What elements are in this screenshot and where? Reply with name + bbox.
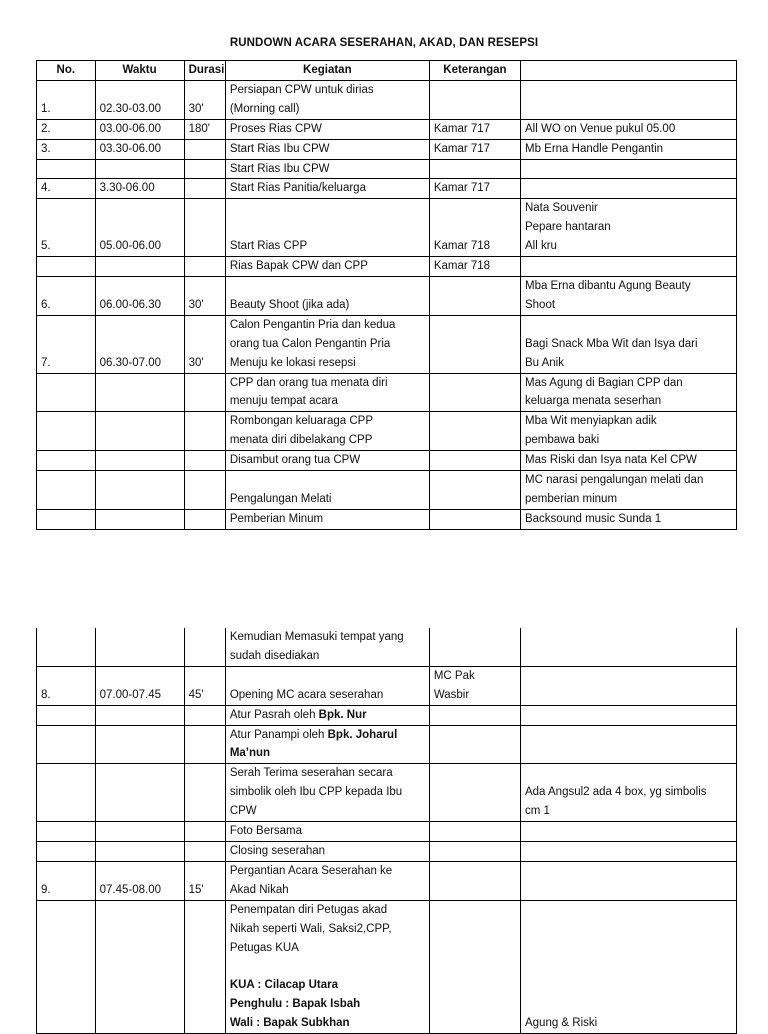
cell-kegiatan: Proses Rias CPW bbox=[225, 119, 429, 139]
document-title: RUNDOWN ACARA SESERAHAN, AKAD, DAN RESEPSI bbox=[229, 37, 539, 49]
cell-waktu bbox=[95, 628, 184, 666]
cell-waktu bbox=[95, 373, 184, 412]
cell-extra: Mba Wit menyiapkan adik pembawa baki bbox=[520, 412, 736, 451]
cell-keterangan bbox=[429, 628, 520, 666]
table-row bbox=[37, 628, 737, 666]
cell-waktu bbox=[95, 509, 184, 529]
cell-extra: Ada Angsul2 ada 4 box, yg simbolis cm 1 bbox=[520, 764, 736, 822]
cell-kegiatan: Pergantian Acara Seserahan ke Akad Nikah bbox=[225, 861, 429, 900]
cell-kegiatan: Rombongan keluaraga CPP menata diri dibelakang CPP bbox=[225, 412, 429, 451]
cell-waktu bbox=[95, 257, 184, 277]
cell-extra: MC narasi pengalungan melati dan pemberian minum bbox=[520, 471, 736, 510]
cell-waktu: 3.30-06.00 bbox=[95, 179, 184, 199]
cell-keterangan bbox=[429, 822, 520, 842]
cell-kegiatan: Start Rias Ibu CPW bbox=[225, 139, 429, 159]
wali-line: Wali : Bapak Subkhan bbox=[229, 1017, 350, 1030]
cell-no bbox=[37, 764, 96, 822]
cell-durasi bbox=[184, 725, 225, 764]
cell-waktu: 07.45-08.00 bbox=[95, 861, 184, 900]
penempatan-text: Penempatan diri Petugas akad Nikah seperti Wali, Saksi2,CPP, Petugas KUA bbox=[229, 903, 392, 954]
cell-extra: Nata Souvenir Pepare hantaran All kru bbox=[520, 199, 736, 257]
cell-no bbox=[37, 373, 96, 412]
cell-durasi: 180' bbox=[184, 119, 225, 139]
atur-pasrah-name: Bpk. Nur bbox=[318, 708, 367, 721]
cell-no bbox=[37, 471, 96, 510]
cell-waktu bbox=[95, 471, 184, 510]
cell-no bbox=[37, 509, 96, 529]
cell-no: 7. bbox=[37, 315, 96, 373]
table-row bbox=[37, 199, 737, 257]
table-row bbox=[37, 705, 737, 725]
cell-keterangan bbox=[429, 451, 520, 471]
cell-kegiatan: Calon Pengantin Pria dan kedua orang tua Calon Pengantin Pria Menuju ke lokasi resepsi bbox=[225, 315, 429, 373]
table-row bbox=[37, 412, 737, 451]
table-row bbox=[37, 451, 737, 471]
cell-durasi: 30' bbox=[184, 80, 225, 119]
cell-no bbox=[37, 451, 96, 471]
kua-line: KUA : Cilacap Utara bbox=[229, 979, 339, 992]
cell-keterangan bbox=[429, 725, 520, 764]
table-row bbox=[37, 315, 737, 373]
table-row bbox=[37, 725, 737, 764]
cell-extra: Mba Erna dibantu Agung Beauty Shoot bbox=[520, 276, 736, 315]
header-extra bbox=[520, 61, 736, 81]
cell-waktu bbox=[95, 822, 184, 842]
table-row bbox=[37, 509, 737, 529]
table-row bbox=[37, 822, 737, 842]
cell-extra bbox=[520, 257, 736, 277]
cell-waktu bbox=[95, 451, 184, 471]
cell-no: 1. bbox=[37, 80, 96, 119]
cell-waktu: 03.00-06.00 bbox=[95, 119, 184, 139]
cell-kegiatan: Start Rias CPP bbox=[225, 199, 429, 257]
cell-extra: Mb Erna Handle Pengantin bbox=[520, 139, 736, 159]
cell-no: 6. bbox=[37, 276, 96, 315]
cell-durasi bbox=[184, 199, 225, 257]
header-keterangan: Keterangan bbox=[429, 61, 520, 81]
cell-durasi: 30' bbox=[184, 276, 225, 315]
cell-no bbox=[37, 725, 96, 764]
cell-durasi bbox=[184, 257, 225, 277]
cell-durasi bbox=[184, 139, 225, 159]
cell-kegiatan: Pemberian Minum bbox=[225, 509, 429, 529]
cell-keterangan bbox=[429, 276, 520, 315]
cell-durasi bbox=[184, 412, 225, 451]
cell-no: 8. bbox=[37, 666, 96, 705]
cell-no bbox=[37, 412, 96, 451]
page-1-rows bbox=[37, 80, 737, 529]
cell-waktu bbox=[95, 764, 184, 822]
header-no: No. bbox=[37, 61, 96, 81]
cell-extra: Backsound music Sunda 1 bbox=[520, 509, 736, 529]
cell-no: 2. bbox=[37, 119, 96, 139]
cell-keterangan bbox=[429, 412, 520, 451]
cell-extra: All WO on Venue pukul 05.00 bbox=[520, 119, 736, 139]
cell-keterangan: Kamar 717 bbox=[429, 139, 520, 159]
cell-durasi: 45' bbox=[184, 666, 225, 705]
cell-no: 3. bbox=[37, 139, 96, 159]
cell-keterangan bbox=[429, 373, 520, 412]
cell-kegiatan: Disambut orang tua CPW bbox=[225, 451, 429, 471]
cell-kegiatan: Persiapan CPW untuk dirias (Morning call) bbox=[225, 80, 429, 119]
cell-kegiatan: Beauty Shoot (jika ada) bbox=[225, 276, 429, 315]
cell-extra bbox=[520, 666, 736, 705]
cell-extra bbox=[520, 80, 736, 119]
cell-durasi: 30' bbox=[184, 315, 225, 373]
cell-durasi bbox=[184, 471, 225, 510]
atur-panampi-text: Atur Panampi oleh bbox=[229, 728, 328, 741]
cell-durasi bbox=[184, 509, 225, 529]
cell-waktu bbox=[95, 900, 184, 1033]
cell-waktu: 06.00-06.30 bbox=[95, 276, 184, 315]
cell-kegiatan bbox=[225, 705, 429, 725]
table-row bbox=[37, 179, 737, 199]
cell-no: 4. bbox=[37, 179, 96, 199]
cell-kegiatan: Serah Terima seserahan secara simbolik oleh Ibu CPP kepada Ibu CPW bbox=[225, 764, 429, 822]
cell-durasi bbox=[184, 373, 225, 412]
cell-no: 9. bbox=[37, 861, 96, 900]
cell-durasi: 15' bbox=[184, 861, 225, 900]
cell-extra: Mas Agung di Bagian CPP dan keluarga menata seserhan bbox=[520, 373, 736, 412]
cell-keterangan bbox=[429, 315, 520, 373]
cell-no bbox=[37, 822, 96, 842]
cell-waktu bbox=[95, 705, 184, 725]
cell-keterangan: Kamar 717 bbox=[429, 119, 520, 139]
cell-no bbox=[37, 628, 96, 666]
cell-durasi bbox=[184, 900, 225, 1033]
cell-no: 5. bbox=[37, 199, 96, 257]
cell-keterangan bbox=[429, 159, 520, 179]
blank-line bbox=[230, 957, 425, 976]
header-waktu: Waktu bbox=[95, 61, 184, 81]
cell-kegiatan: Pengalungan Melati bbox=[225, 471, 429, 510]
cell-keterangan: MC Pak Wasbir bbox=[429, 666, 520, 705]
cell-extra bbox=[520, 628, 736, 666]
cell-kegiatan: Closing seserahan bbox=[225, 841, 429, 861]
cell-keterangan bbox=[429, 764, 520, 822]
cell-durasi bbox=[184, 159, 225, 179]
cell-no bbox=[37, 705, 96, 725]
cell-kegiatan bbox=[225, 725, 429, 764]
table-row bbox=[37, 139, 737, 159]
cell-keterangan bbox=[429, 471, 520, 510]
cell-kegiatan: Opening MC acara seserahan bbox=[225, 666, 429, 705]
cell-durasi bbox=[184, 451, 225, 471]
cell-keterangan: Kamar 717 bbox=[429, 179, 520, 199]
cell-durasi bbox=[184, 628, 225, 666]
header-kegiatan: Kegiatan bbox=[225, 61, 429, 81]
atur-pasrah-text: Atur Pasrah oleh bbox=[229, 708, 319, 721]
penghulu-line: Penghulu : Bapak Isbah bbox=[229, 998, 361, 1011]
table-row bbox=[37, 861, 737, 900]
table-row bbox=[37, 373, 737, 412]
cell-keterangan bbox=[429, 80, 520, 119]
cell-extra bbox=[520, 725, 736, 764]
table-row bbox=[37, 119, 737, 139]
rundown-table-page-1 bbox=[36, 60, 737, 530]
cell-waktu bbox=[95, 159, 184, 179]
table-row bbox=[37, 666, 737, 705]
cell-extra: Mas Riski dan Isya nata Kel CPW bbox=[520, 451, 736, 471]
table-row bbox=[37, 159, 737, 179]
table-row bbox=[37, 276, 737, 315]
cell-waktu: 07.00-07.45 bbox=[95, 666, 184, 705]
cell-keterangan bbox=[429, 509, 520, 529]
table-row bbox=[37, 764, 737, 822]
cell-keterangan bbox=[429, 861, 520, 900]
cell-durasi bbox=[184, 179, 225, 199]
cell-waktu: 02.30-03.00 bbox=[95, 80, 184, 119]
cell-waktu: 06.30-07.00 bbox=[95, 315, 184, 373]
cell-waktu: 05.00-06.00 bbox=[95, 199, 184, 257]
cell-kegiatan: Foto Bersama bbox=[225, 822, 429, 842]
cell-keterangan: Kamar 718 bbox=[429, 199, 520, 257]
cell-kegiatan: Rias Bapak CPW dan CPP bbox=[225, 257, 429, 277]
cell-kegiatan: Start Rias Ibu CPW bbox=[225, 159, 429, 179]
table-row bbox=[37, 257, 737, 277]
cell-keterangan bbox=[429, 841, 520, 861]
cell-kegiatan: Start Rias Panitia/keluarga bbox=[225, 179, 429, 199]
table-header-row bbox=[37, 61, 737, 81]
cell-extra: Agung & Riski bbox=[520, 900, 736, 1033]
cell-no bbox=[37, 841, 96, 861]
cell-extra bbox=[520, 179, 736, 199]
cell-waktu: 03.30-06.00 bbox=[95, 139, 184, 159]
cell-keterangan bbox=[429, 900, 520, 1033]
cell-extra: Bagi Snack Mba Wit dan Isya dari Bu Anik bbox=[520, 315, 736, 373]
cell-durasi bbox=[184, 841, 225, 861]
cell-no bbox=[37, 159, 96, 179]
cell-extra bbox=[520, 159, 736, 179]
cell-durasi bbox=[184, 705, 225, 725]
cell-extra bbox=[520, 822, 736, 842]
cell-durasi bbox=[184, 822, 225, 842]
cell-extra bbox=[520, 861, 736, 900]
cell-waktu bbox=[95, 412, 184, 451]
cell-kegiatan bbox=[225, 900, 429, 1033]
cell-no bbox=[37, 257, 96, 277]
table-row bbox=[37, 900, 737, 1033]
cell-kegiatan: Kemudian Memasuki tempat yang sudah disediakan bbox=[225, 628, 429, 666]
table-row bbox=[37, 80, 737, 119]
cell-extra bbox=[520, 841, 736, 861]
header-durasi: Durasi bbox=[184, 61, 225, 81]
rundown-table-page-2 bbox=[36, 628, 737, 1034]
table-row bbox=[37, 841, 737, 861]
cell-no bbox=[37, 900, 96, 1033]
table-row bbox=[37, 471, 737, 510]
cell-waktu bbox=[95, 725, 184, 764]
atur-panampi-name: Bpk. Joharul Ma’nun bbox=[229, 728, 398, 760]
cell-extra bbox=[520, 705, 736, 725]
cell-keterangan: Kamar 718 bbox=[429, 257, 520, 277]
cell-durasi bbox=[184, 764, 225, 822]
cell-keterangan bbox=[429, 705, 520, 725]
cell-waktu bbox=[95, 841, 184, 861]
cell-kegiatan: CPP dan orang tua menata diri menuju tempat acara bbox=[225, 373, 429, 412]
